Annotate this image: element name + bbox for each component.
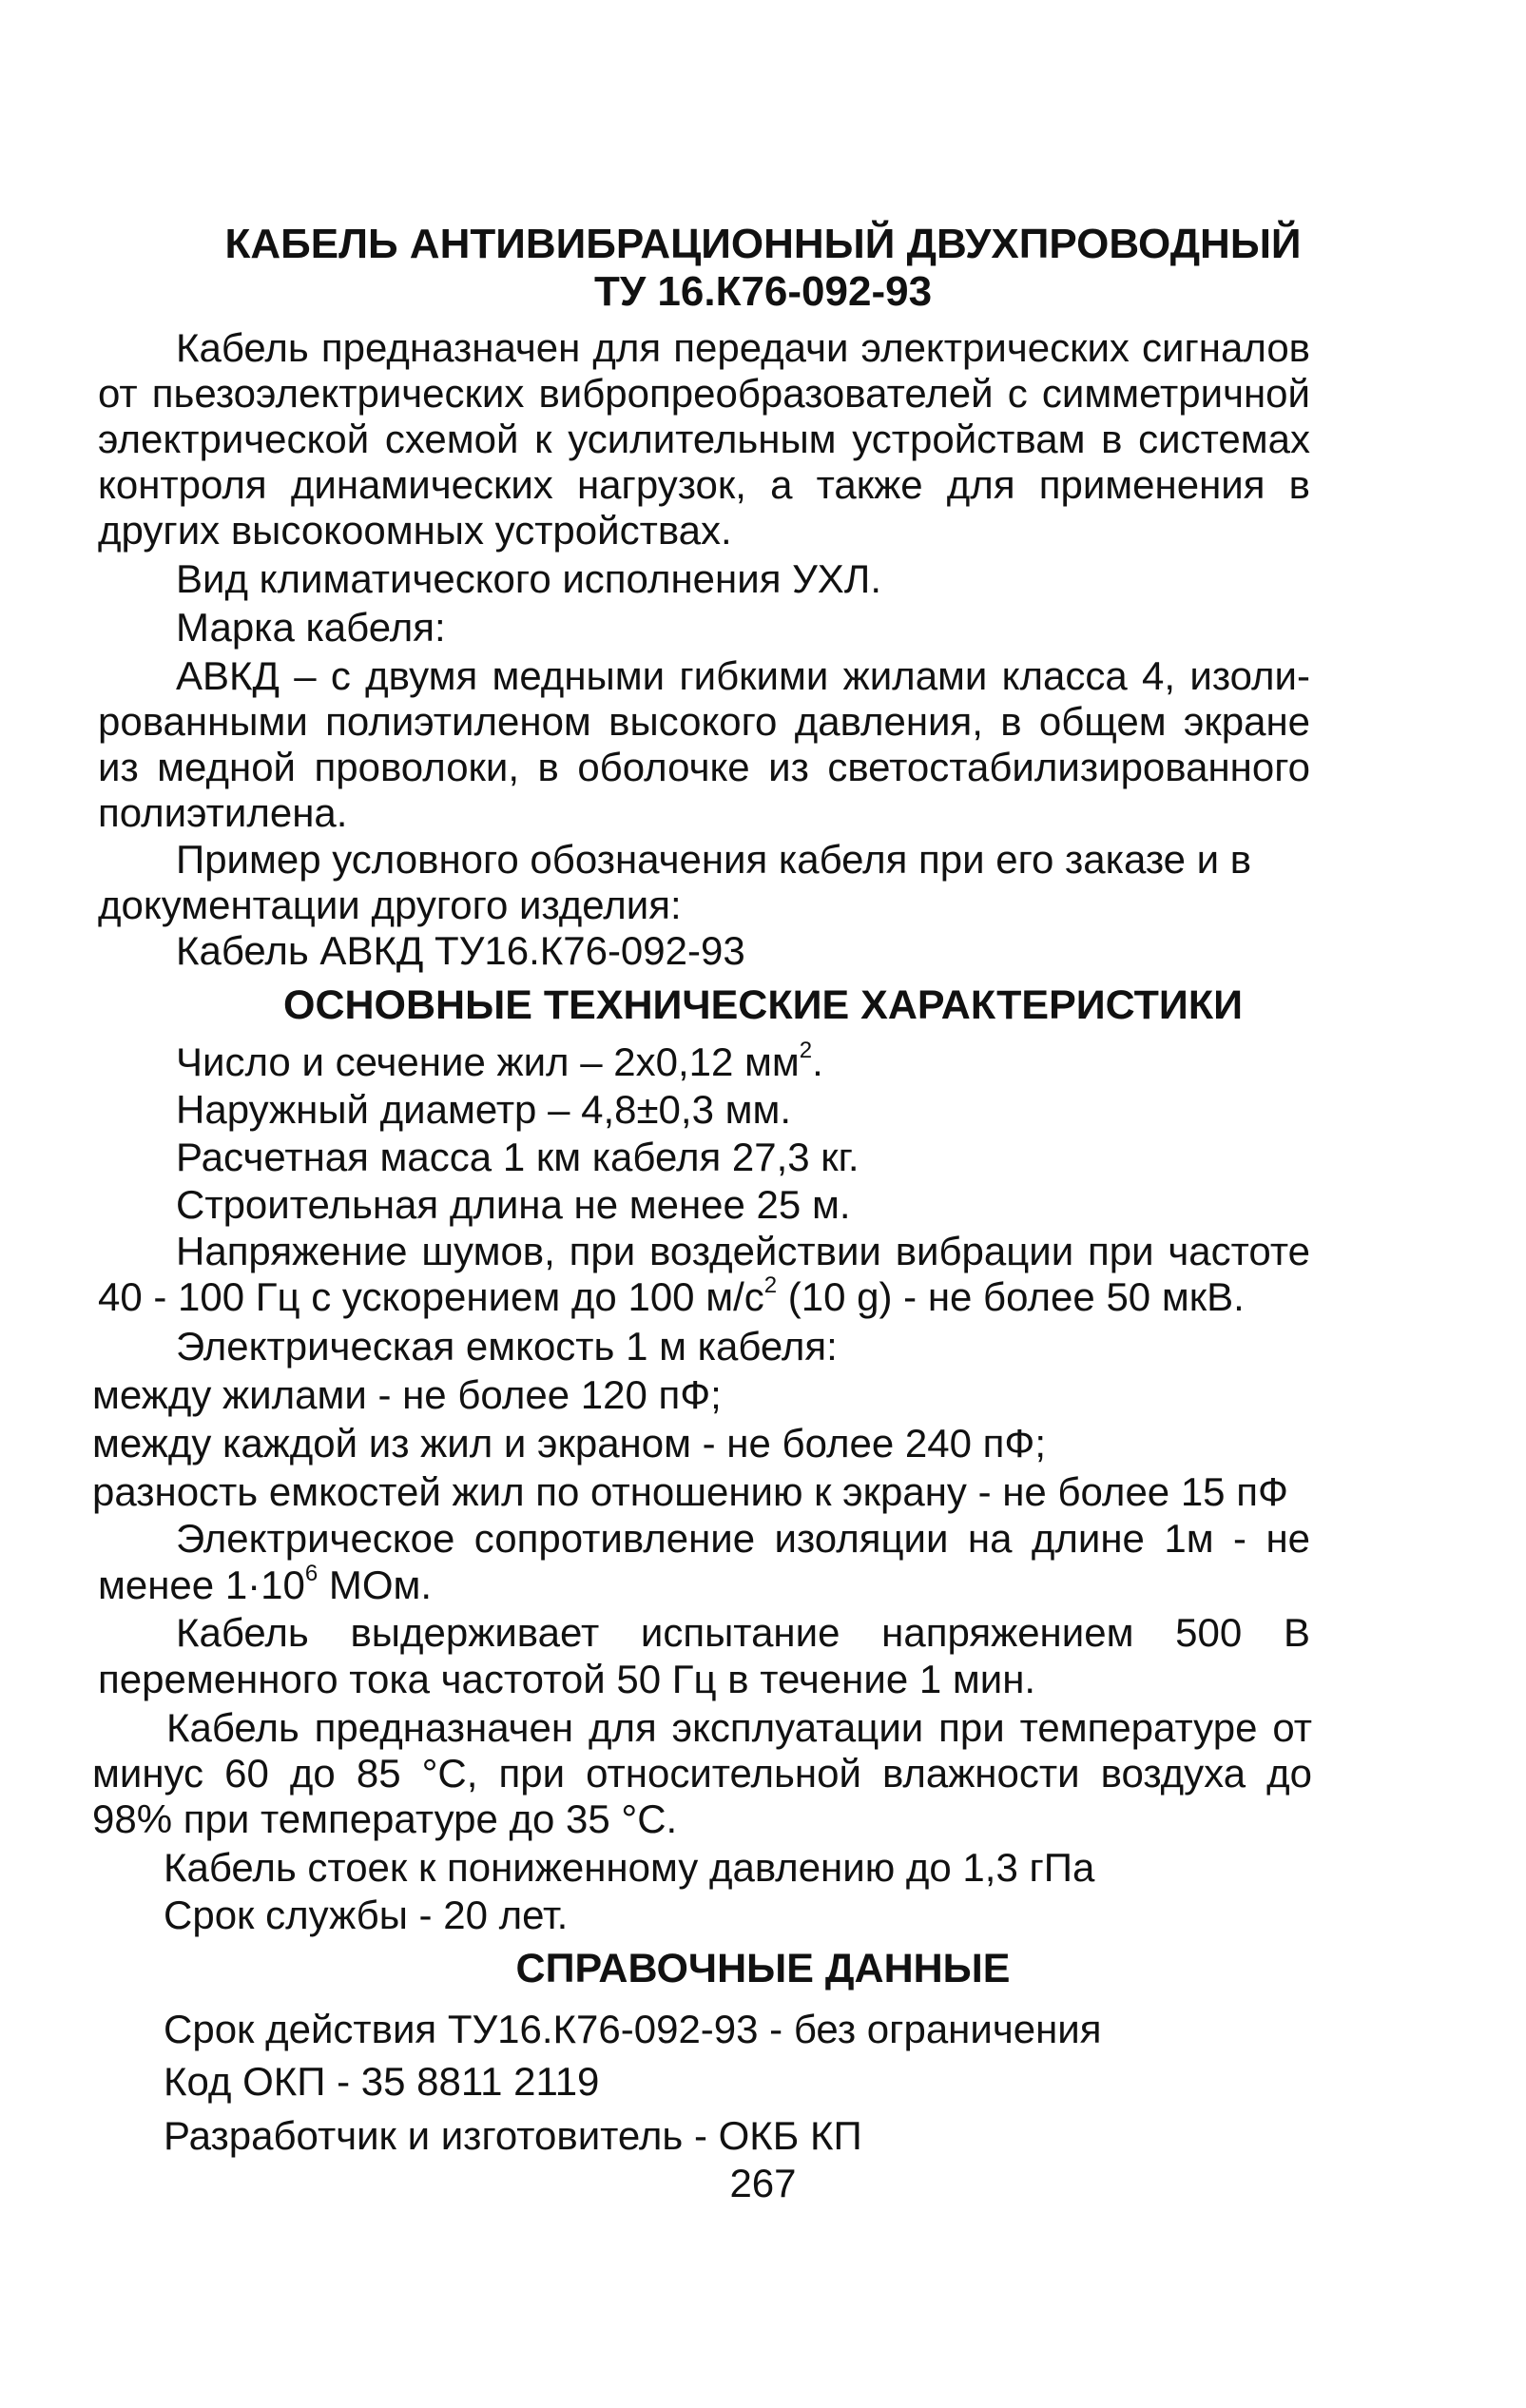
spec-temperature [92, 1705, 1312, 1796]
spec-capacitance-3: разность емкостей жил по отношению к экрану - не более 15 пФ [92, 1469, 1288, 1514]
heading-technical-specs: ОСНОВНЫЕ ТЕХНИЧЕСКИЕ ХАРАКТЕРИСТИКИ [283, 982, 1243, 1028]
example-paragraph [98, 837, 1252, 883]
title-line-2: ТУ 16.К76-092-93 [593, 268, 933, 315]
spec-noise-text: 40 - 100 Гц с ускорением до 100 м/с [98, 1274, 764, 1319]
spec-service-life: Срок службы - 20 лет. [164, 1893, 569, 1937]
spec-capacitance-1: между жилами - не более 120 пФ; [92, 1372, 722, 1417]
spec-resistance-text: менее 1·10 [98, 1563, 305, 1607]
intro-paragraph [98, 325, 1310, 508]
example-line-1: Пример условного обозначения кабеля при его заказе и в [176, 837, 1252, 882]
intro-line-1: Кабель предназначен для передачи электрических сигналов [176, 325, 1310, 370]
brand-line-4: полиэтилена. [98, 790, 348, 835]
spec-noise [176, 1229, 1310, 1274]
intro-line-3: электрической схемой к усилительным устройствам в системах [98, 417, 1310, 461]
intro-line-5: других высокоомных устройствах. [98, 508, 732, 553]
ref-validity: Срок действия ТУ16.К76-092-93 - без ограничения [164, 2007, 1102, 2051]
spec-diameter: Наружный диаметр – 4,8±0,3 мм. [176, 1087, 792, 1132]
spec-cores [176, 1039, 823, 1085]
spec-temp-line-1: Кабель предназначен для эксплуатации при температуре от [166, 1705, 1312, 1750]
spec-noise-superscript: 2 [763, 1272, 778, 1298]
spec-cores-superscript: 2 [799, 1038, 813, 1063]
spec-capacitance-title: Электрическая емкость 1 м кабеля: [176, 1324, 838, 1369]
climate-text: Вид климатического исполнения УХЛ. [176, 556, 882, 601]
spec-noise-line-2 [98, 1274, 1245, 1320]
heading-reference-data: СПРАВОЧНЫЕ ДАННЫЕ [515, 1946, 1011, 1991]
example-line-2: документации другого изделия: [98, 883, 682, 927]
spec-pressure: Кабель стоек к пониженному давлению до 1,3 гПа [164, 1845, 1095, 1890]
spec-resistance-end: МОм. [318, 1563, 433, 1607]
brand-line-3: из медной проволоки, в оболочке из светостабилизированного [98, 745, 1310, 789]
spec-voltage-test [176, 1610, 1310, 1656]
example-line-3: Кабель АВКД ТУ16.К76-092-93 [176, 928, 745, 973]
ref-manufacturer: Разработчик и изготовитель - ОКБ КП [164, 2113, 862, 2158]
spec-resistance-superscript: 6 [304, 1561, 319, 1586]
ref-okp-code: Код ОКП - 35 8811 2119 [164, 2059, 600, 2104]
brand-line-2: рованными полиэтиленом высокого давления, в общем экране [98, 699, 1310, 744]
spec-cores-end: . [812, 1039, 823, 1084]
spec-mass: Расчетная масса 1 км кабеля 27,3 кг. [176, 1135, 860, 1179]
spec-resistance-line-1: Электрическое сопротивление изоляции на длине 1м - не [176, 1516, 1310, 1561]
brand-line-1: АВКД – с двумя медными гибкими жилами класса 4, изоли- [176, 653, 1310, 698]
page-number: 267 [729, 2161, 797, 2205]
spec-capacitance-2: между каждой из жил и экраном - не более 240 пФ; [92, 1421, 1046, 1466]
spec-temp-line-3: 98% при температуре до 35 °С. [92, 1796, 678, 1841]
spec-noise-line-1: Напряжение шумов, при воздействии вибрации при частоте [176, 1229, 1310, 1273]
intro-line-2: от пьезоэлектрических вибропреобразователей с симметричной [98, 371, 1310, 416]
spec-test-line-2: переменного тока частотой 50 Гц в течение 1 мин. [98, 1657, 1036, 1701]
title-line-1: КАБЕЛЬ АНТИВИБРАЦИОННЫЙ ДВУХПРОВОДНЫЙ [224, 221, 1302, 267]
spec-length: Строительная длина не менее 25 м. [176, 1182, 851, 1227]
spec-resistance-line-2 [98, 1563, 432, 1608]
spec-temp-line-2: минус 60 до 85 °С, при относительной влажности воздуха до [92, 1751, 1312, 1796]
spec-noise-end: (10 g) - не более 50 мкВ. [777, 1274, 1245, 1319]
intro-line-4: контроля динамических нагрузок, а также для применения в [98, 462, 1310, 507]
spec-resistance [176, 1516, 1310, 1562]
brand-label: Марка кабеля: [176, 605, 446, 650]
brand-description [98, 653, 1310, 790]
spec-test-line-1: Кабель выдерживает испытание напряжением 500 В [176, 1610, 1310, 1655]
spec-cores-text: Число и сечение жил – 2х0,12 мм [176, 1039, 800, 1084]
